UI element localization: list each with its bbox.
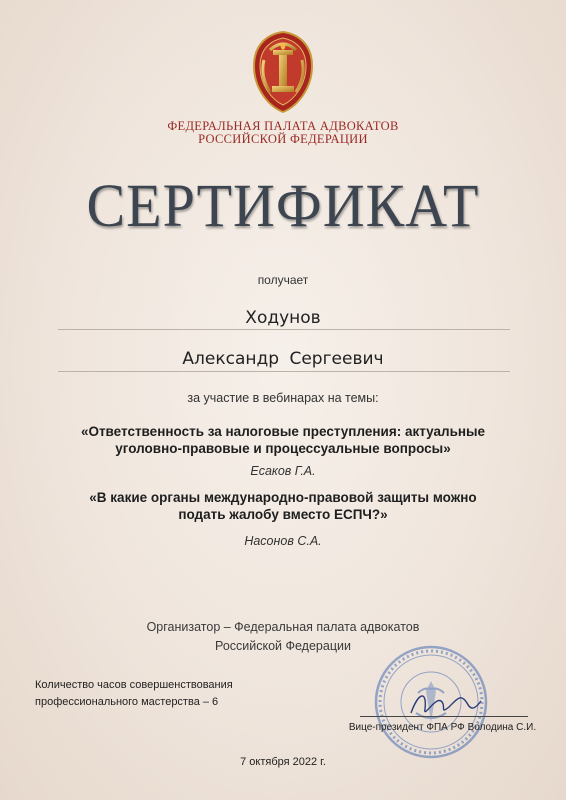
issue-date: 7 октября 2022 г. <box>240 756 326 768</box>
organizer-line2: Российской Федерации <box>215 639 351 653</box>
webinar-topic-2 <box>0 489 566 523</box>
bar-association-emblem-icon <box>248 30 318 114</box>
organization-header <box>0 120 566 146</box>
organizer-line1: Организатор – Федеральная палата адвокатов <box>146 620 420 634</box>
webinar-topic-2-line1: «В какие органы международно-правовой защиты можно <box>89 490 477 505</box>
signatory-label: Вице-президент ФПА РФ Володина С.И. <box>348 722 537 733</box>
underline-divider <box>58 371 510 372</box>
webinar-lecturer-2: Насонов С.А. <box>244 534 322 548</box>
organization-header-line2: РОССИЙСКОЙ ФЕДЕРАЦИИ <box>198 132 368 146</box>
handwritten-signature <box>405 683 485 723</box>
hours-text <box>35 677 233 711</box>
hours-line2: профессионального мастерства – 6 <box>35 696 219 708</box>
signature-line <box>360 716 528 717</box>
webinar-topic-1-line2: уголовно-правовые и процессуальные вопросы» <box>115 441 451 456</box>
webinar-topic-2-line2: подать жалобу вместо ЕСПЧ?» <box>178 507 388 522</box>
organization-header-line1: ФЕДЕРАЛЬНАЯ ПАЛАТА АДВОКАТОВ <box>167 119 399 133</box>
participation-text: за участие в вебинарах на темы: <box>187 391 379 405</box>
webinar-topic-1-line1: «Ответственность за налоговые преступления: актуальные <box>80 424 486 439</box>
receives-label: получает <box>257 273 309 287</box>
hours-line1: Количество часов совершенствования <box>35 679 233 691</box>
webinar-topic-1 <box>0 423 566 457</box>
certificate-title: СЕРТИФИКАТ <box>86 171 480 240</box>
webinar-lecturer-1: Есаков Г.А. <box>250 464 316 478</box>
recipient-given-names: Александр Сергеевич <box>182 349 384 369</box>
underline-divider <box>58 329 510 330</box>
recipient-surname: Ходунов <box>245 308 321 328</box>
